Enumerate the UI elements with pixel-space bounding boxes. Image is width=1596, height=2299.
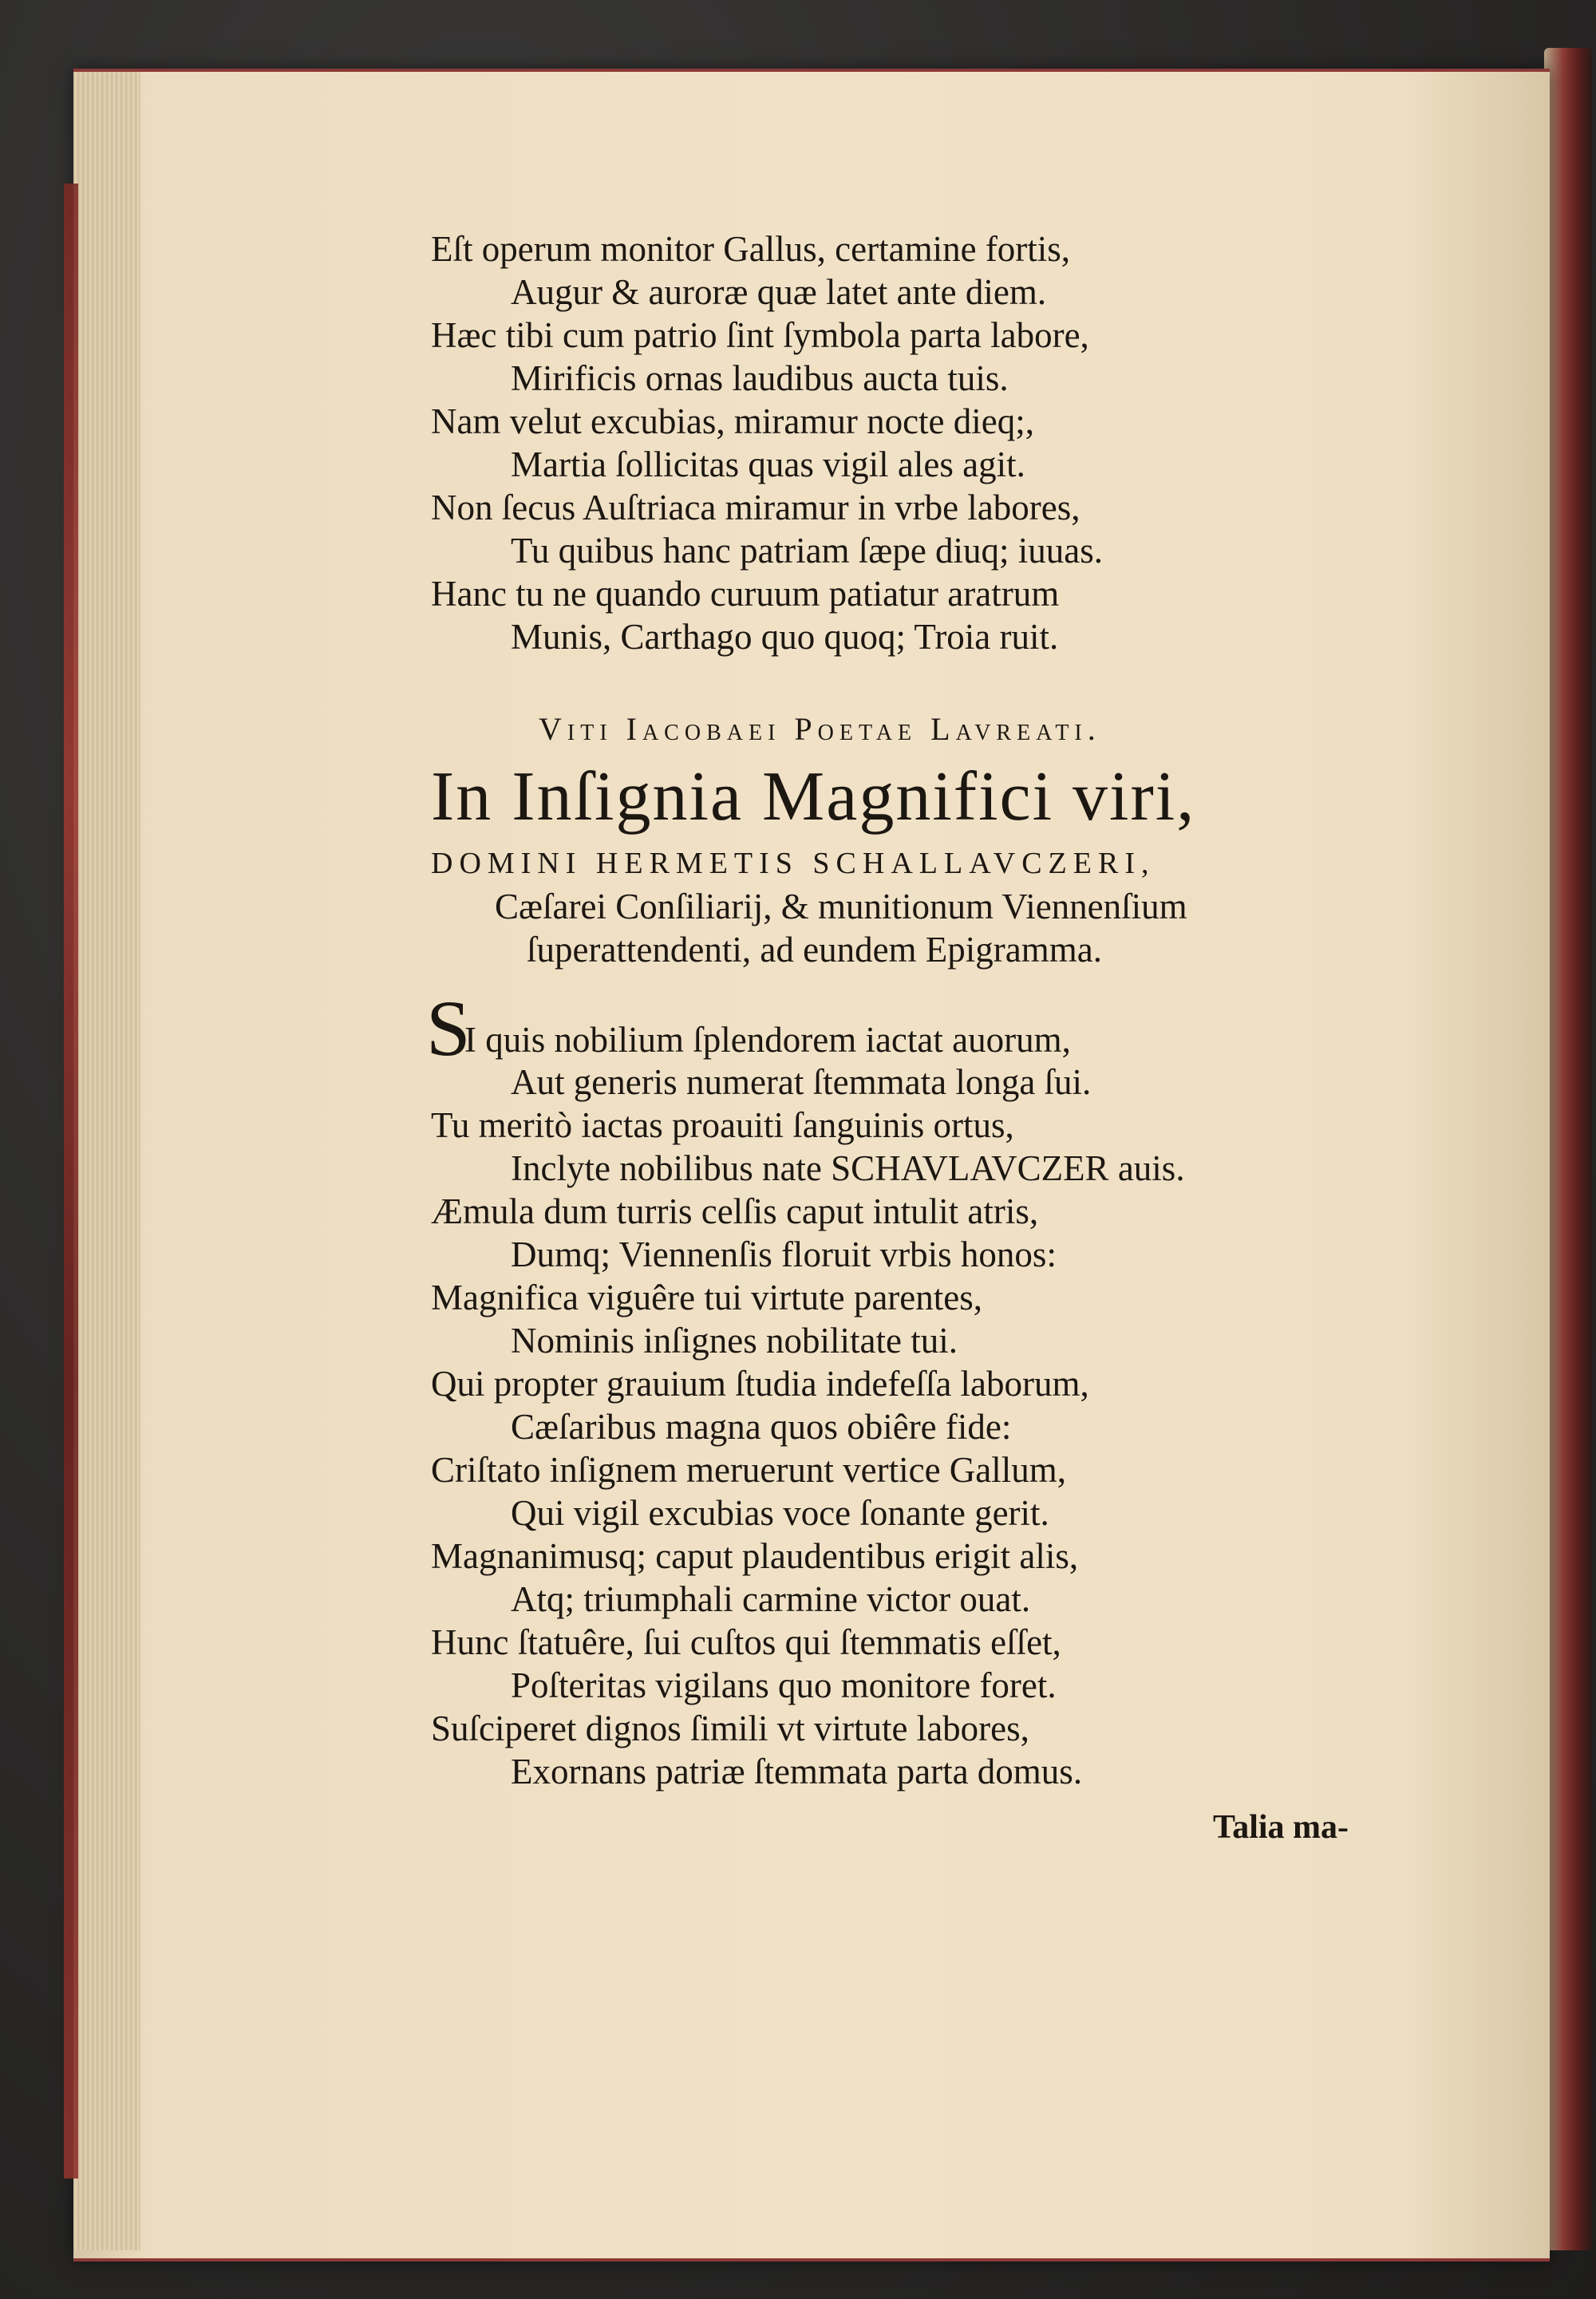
verse-line: Tu quibus hanc patriam ſæpe diuq; iuuas.	[511, 531, 1104, 571]
epigram-first-line	[426, 984, 1349, 1072]
verse-line: Suſciperet dignos ſimili vt virtute labores,	[431, 1708, 1029, 1748]
verse-line: Æmula dum turris celſis caput intulit atris,	[431, 1191, 1039, 1231]
verse-line: Aut generis numerat ſtemmata longa ſui.	[511, 1062, 1092, 1102]
verse-line: Mirificis ornas laudibus aucta tuis.	[511, 358, 1009, 398]
verse-line: Nominis inſignes nobilitate tui.	[511, 1321, 958, 1361]
verse-line: Atq; triumphali carmine victor ouat.	[511, 1579, 1031, 1619]
drop-capital: S	[426, 984, 471, 1072]
author-heading: Viti Iacobaei Poetae Lavreati.	[539, 711, 1101, 747]
verse-line: Magnifica viguêre tui virtute parentes,	[431, 1278, 982, 1317]
dedicatee-office: Cæſarei Conſiliarij, & munitionum Viennenſium	[495, 887, 1187, 926]
verse-line: Qui propter grauium ſtudia indefeſſa laborum,	[431, 1364, 1089, 1404]
verse-line: Cæſaribus magna quos obiêre fide:	[511, 1407, 1012, 1447]
first-line-text: I quis nobilium ſplendorem iactat auorum,	[464, 1020, 1071, 1060]
verse-line: Nam velut excubias, miramur nocte dieq;,	[431, 401, 1035, 441]
verse-line: Hæc tibi cum patrio ſint ſymbola parta labore,	[431, 315, 1089, 355]
dedicatee-office-2: ſuperattendenti, ad eundem Epigramma.	[527, 930, 1102, 970]
verse-line: Eſt operum monitor Gallus, certamine fortis,	[431, 229, 1071, 269]
title-heading: In Inſignia Magnifici viri,	[431, 758, 1196, 835]
verse-line: Hanc tu ne quando curuum patiatur aratrum	[431, 574, 1060, 614]
catchword: Talia ma-	[1213, 1809, 1349, 1846]
verse-line: Inclyte nobilibus nate SCHAVLAVCZER auis.	[511, 1148, 1185, 1188]
epigram-lines	[431, 1061, 1349, 1793]
verse-line: Dumq; Viennenſis floruit vrbis honos:	[511, 1234, 1057, 1274]
page-text	[426, 227, 1349, 1855]
verse-line: Munis, Carthago quo quoq; Troia ruit.	[511, 617, 1059, 657]
verse-line: Augur & auroræ quæ latet ante diem.	[511, 272, 1047, 312]
poem-epigram	[426, 984, 1349, 1793]
verse-line: Magnanimusq; caput plaudentibus erigit alis,	[431, 1536, 1079, 1576]
poem-stanza-1	[431, 227, 1349, 658]
book-fore-edge	[1544, 48, 1592, 2250]
verse-line: Non ſecus Auſtriaca miramur in vrbe labores,	[431, 488, 1080, 527]
verse-line: Martia ſollicitas quas vigil ales agit.	[511, 444, 1025, 484]
page-gutter-leaves	[73, 72, 140, 2250]
verse-line: Criſtato inſignem meruerunt vertice Gallum,	[431, 1450, 1067, 1490]
verse-line: Qui vigil excubias voce ſonante gerit.	[511, 1493, 1049, 1533]
verse-line: Hunc ſtatuêre, ſui cuſtos qui ſtemmatis eſſet,	[431, 1622, 1061, 1662]
dedicatee-name: DOMINI HERMETIS SCHALLAVCZERI,	[431, 847, 1156, 880]
verse-line: Poſteritas vigilans quo monitore foret.	[511, 1665, 1057, 1705]
verse-line: Exornans patriæ ſtemmata parta domus.	[511, 1752, 1083, 1791]
verse-line: Tu meritò iactas proauiti ſanguinis ortus,	[431, 1105, 1014, 1145]
red-page-edge	[64, 184, 78, 2179]
